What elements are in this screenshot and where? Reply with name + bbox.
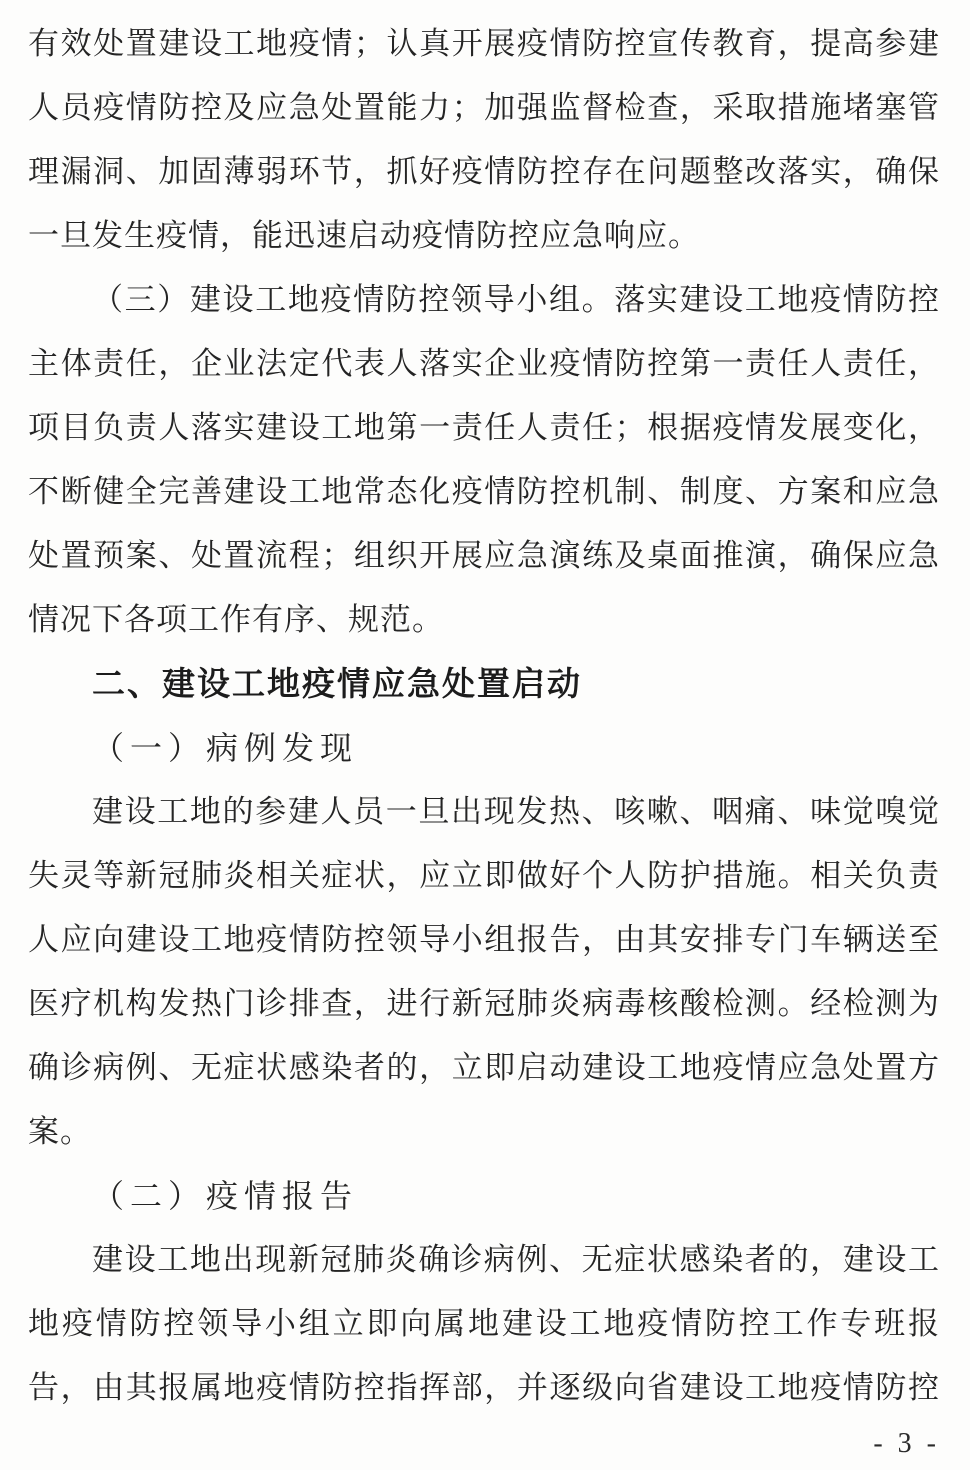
text-line: 情况下各项工作有序、规范。 <box>28 602 444 637</box>
text-line: 案。 <box>28 1114 92 1149</box>
text-line: 主体责任，企业法定代表人落实企业疫情防控第一责任人责任， <box>28 346 940 381</box>
text-line: （三）建设工地疫情防控领导小组。落实建设工地疫情防控 <box>92 282 940 317</box>
text-line: （二）疫情报告 <box>92 1178 359 1214</box>
text-line: 不断健全完善建设工地常态化疫情防控机制、制度、方案和应急 <box>28 474 940 509</box>
text-line: 确诊病例、无症状感染者的，立即启动建设工地疫情应急处置方 <box>28 1050 940 1085</box>
text-line: 理漏洞、加固薄弱环节，抓好疫情防控存在问题整改落实，确保 <box>28 154 940 189</box>
document-body <box>28 12 940 1420</box>
text-line: 告，由其报属地疫情防控指挥部，并逐级向省建设工地疫情防控 <box>28 1370 940 1405</box>
text-line: 人应向建设工地疫情防控领导小组报告，由其安排专门车辆送至 <box>28 922 940 957</box>
page-number: - 3 - <box>873 1428 940 1459</box>
text-line: 医疗机构发热门诊排查，进行新冠肺炎病毒核酸检测。经检测为 <box>28 986 940 1021</box>
text-line: 有效处置建设工地疫情；认真开展疫情防控宣传教育，提高参建 <box>28 26 940 61</box>
text-line: 建设工地的参建人员一旦出现发热、咳嗽、咽痛、味觉嗅觉 <box>92 794 940 829</box>
text-line: 一旦发生疫情，能迅速启动疫情防控应急响应。 <box>28 218 700 253</box>
text-line: 人员疫情防控及应急处置能力；加强监督检查，采取措施堵塞管 <box>28 90 940 125</box>
text-line: （一）病例发现 <box>92 730 359 766</box>
text-line: 二、建设工地疫情应急处置启动 <box>92 665 582 702</box>
text-line: 项目负责人落实建设工地第一责任人责任；根据疫情发展变化， <box>28 410 940 445</box>
text-line: 地疫情防控领导小组立即向属地建设工地疫情防控工作专班报 <box>28 1306 940 1341</box>
text-line: 处置预案、处置流程；组织开展应急演练及桌面推演，确保应急 <box>28 538 940 573</box>
text-line: 建设工地出现新冠肺炎确诊病例、无症状感染者的，建设工 <box>92 1242 940 1277</box>
text-line: 失灵等新冠肺炎相关症状，应立即做好个人防护措施。相关负责 <box>28 858 940 893</box>
